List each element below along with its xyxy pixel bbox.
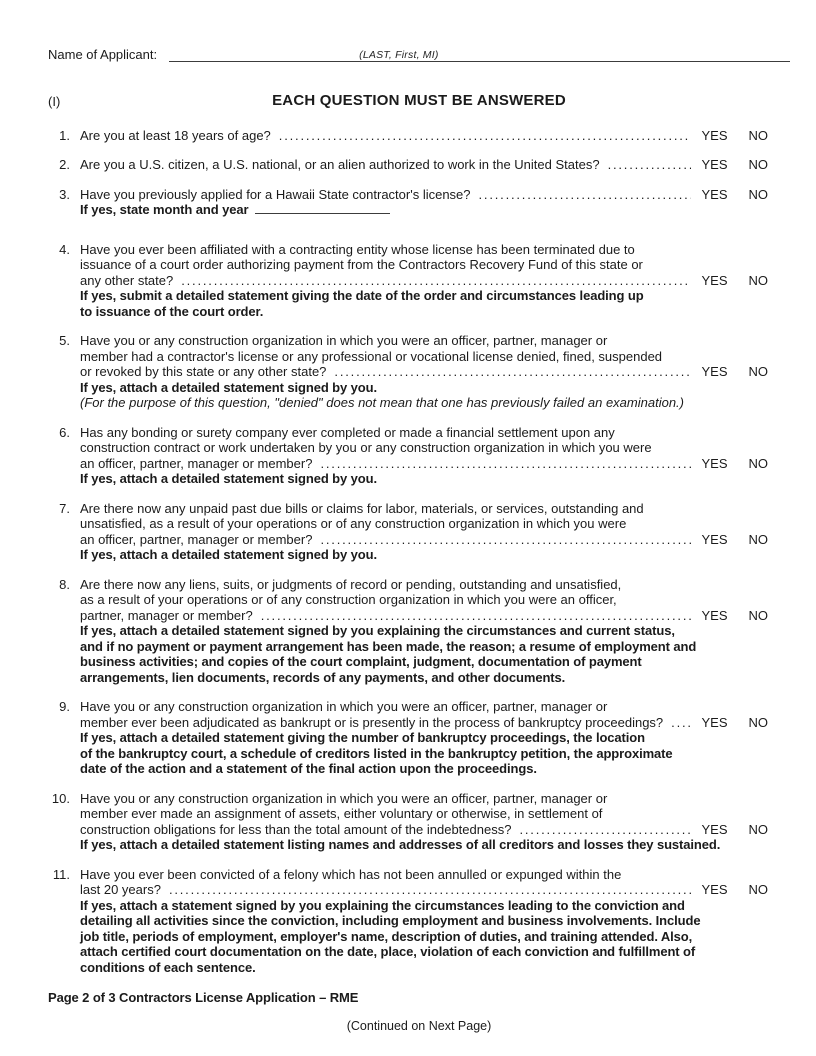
question-body: [80, 791, 790, 853]
answer-no[interactable]: NO: [748, 607, 768, 623]
question-text: an officer, partner, manager or member?: [80, 531, 313, 547]
name-format-hint: (LAST, First, MI): [359, 49, 439, 61]
answer-no[interactable]: NO: [748, 714, 768, 730]
answer-no[interactable]: NO: [748, 882, 768, 897]
question-text-line: as a result of your operations or of any construction organization in which you were an officer,: [80, 592, 617, 607]
question-answer-line: [80, 822, 790, 838]
question-number: 3.: [59, 186, 70, 202]
question-body: [80, 128, 790, 144]
question-row: [48, 791, 790, 853]
question-row: [48, 699, 790, 777]
question-row: [48, 577, 790, 686]
question-note: If yes, submit a detailed statement giving the date of the order and circumstances leading up: [80, 288, 644, 303]
question-body: [80, 867, 790, 976]
question-number: 9.: [59, 699, 70, 714]
question-note: If yes, attach a detailed statement listing names and addresses of all creditors and losses they sustained.: [80, 837, 721, 852]
question-note: If yes, attach a statement signed by you explaining the circumstances leading to the conviction and: [80, 897, 685, 913]
answer-no[interactable]: NO: [748, 364, 768, 379]
section-title-row: [48, 93, 790, 109]
question-note: If yes, state month and year: [80, 202, 790, 218]
question-text: Are you a U.S. citizen, a U.S. national, or an alien authorized to work in the United States?: [80, 157, 600, 172]
question-body: [80, 157, 790, 173]
answer-yes[interactable]: YES: [701, 882, 728, 897]
answer-yes[interactable]: YES: [701, 272, 728, 288]
question-number: 1.: [59, 127, 70, 143]
questions-list: [48, 128, 790, 976]
question-number: 8.: [59, 576, 70, 592]
answer-yes[interactable]: YES: [701, 127, 728, 143]
question-text-line: Have you or any construction organization in which you were an officer, partner, manager or: [80, 699, 608, 714]
answer-no[interactable]: NO: [748, 821, 768, 837]
question-row: [48, 128, 790, 144]
question-text: Are you at least 18 years of age?: [80, 127, 271, 143]
question-body: [80, 333, 790, 411]
dotted-leader: [261, 608, 692, 624]
question-text-line: Have you or any construction organization in which you were an officer, partner, manager or: [80, 790, 608, 806]
month-year-input-line[interactable]: [255, 202, 390, 214]
dotted-leader: [671, 715, 691, 731]
question-number: 5.: [59, 333, 70, 348]
question-text: any other state?: [80, 272, 174, 288]
question-answer-line: [80, 157, 790, 173]
question-text: an officer, partner, manager or member?: [80, 455, 313, 471]
answer-no[interactable]: NO: [748, 531, 768, 547]
question-number: 10.: [51, 790, 70, 806]
question-text-line: Are there now any liens, suits, or judgments of record or pending, outstanding and unsatisfied,: [80, 576, 622, 592]
question-number: 6.: [59, 424, 70, 440]
question-answer-line: [80, 715, 790, 731]
question-note: attach certified court documentation on the date, place, violation of each conviction and fulfillment of: [80, 944, 696, 959]
question-body: [80, 501, 790, 563]
question-text-line: unsatisfied, as a result of your operations or of any construction organization in which you were: [80, 516, 627, 531]
question-number: 11.: [52, 866, 70, 882]
question-number: 2.: [59, 157, 70, 172]
question-body: [80, 187, 790, 218]
question-answer-line: [80, 187, 790, 203]
question-note: to issuance of the court order.: [80, 303, 264, 319]
question-text-line: Has any bonding or surety company ever completed or made a financial settlement upon any: [80, 424, 615, 440]
answer-no[interactable]: NO: [748, 455, 768, 471]
question-note: conditions of each sentence.: [80, 959, 256, 975]
dotted-leader: [479, 187, 692, 203]
question-body: [80, 242, 790, 320]
dotted-leader: [519, 822, 691, 838]
question-text-line: construction contract or work undertaken by you or any construction organization in which you were: [80, 440, 652, 455]
question-text-line: Have you or any construction organization in which you were an officer, partner, manager or: [80, 333, 608, 348]
question-row: [48, 187, 790, 218]
footer-page-label: Page 2 of 3 Contractors License Application – RME: [48, 990, 359, 1005]
page-title: EACH QUESTION MUST BE ANSWERED: [272, 92, 566, 109]
question-answer-line: [80, 128, 790, 144]
answer-yes[interactable]: YES: [701, 531, 728, 547]
question-answer-line: [80, 532, 790, 548]
question-body: [80, 699, 790, 777]
answer-yes[interactable]: YES: [701, 714, 728, 730]
answer-yes[interactable]: YES: [701, 186, 728, 202]
question-note: (For the purpose of this question, "denied" does not mean that one has previously failed an examination.): [80, 395, 684, 410]
question-number: 7.: [59, 500, 70, 516]
question-note: If yes, attach a detailed statement signed by you explaining the circumstances and current status,: [80, 623, 675, 638]
question-note: of the bankruptcy court, a schedule of creditors listed in the bankruptcy petition, the approximate: [80, 745, 673, 761]
dotted-leader: [608, 157, 692, 173]
question-note: business activities; and copies of the court complaint, judgment, documentation of payment: [80, 654, 642, 669]
question-text-line: issuance of a court order authorizing payment from the Contractors Recovery Fund of this state or: [80, 257, 643, 272]
question-note: If yes, attach a detailed statement signed by you.: [80, 379, 377, 395]
dotted-leader: [334, 364, 691, 380]
question-answer-line: [80, 273, 790, 289]
dotted-leader: [169, 882, 692, 898]
question-text: partner, manager or member?: [80, 607, 253, 623]
question-text: member ever been adjudicated as bankrupt or is presently in the process of bankruptcy proceedings?: [80, 714, 664, 730]
name-input-line[interactable]: [169, 46, 790, 62]
question-text: last 20 years?: [80, 882, 161, 897]
question-answer-line: [80, 608, 790, 624]
question-note: arrangements, lien documents, records of any payments, and other documents.: [80, 669, 566, 685]
dotted-leader: [279, 128, 692, 144]
question-row: [48, 425, 790, 487]
question-row: [48, 333, 790, 411]
question-text-line: Are there now any unpaid past due bills or claims for labor, materials, or services, outstanding and: [80, 500, 644, 516]
question-text-line: member ever made an assignment of assets, either voluntary or otherwise, in settlement of: [80, 806, 603, 821]
question-row: [48, 157, 790, 173]
question-number: 4.: [59, 241, 70, 257]
question-note: detailing all activities since the conviction, including employment and business involvements. Include: [80, 913, 701, 928]
question-text-line: Have you ever been convicted of a felony which has not been annulled or expunged within the: [80, 866, 622, 882]
question-text-line: Have you ever been affiliated with a contracting entity whose license has been terminated due to: [80, 241, 635, 257]
question-text: or revoked by this state or any other state?: [80, 364, 327, 379]
dotted-leader: [320, 532, 691, 548]
name-of-applicant-label: Name of Applicant:: [48, 46, 158, 62]
question-row: [48, 867, 790, 976]
question-body: [80, 425, 790, 487]
question-note: and if no payment or payment arrangement has been made, the reason; a resume of employment and: [80, 638, 697, 654]
answer-yes[interactable]: YES: [701, 455, 728, 471]
question-text: Have you previously applied for a Hawaii State contractor's license?: [80, 186, 471, 202]
question-note: If yes, attach a detailed statement signed by you.: [80, 547, 377, 562]
continued-note: (Continued on Next Page): [346, 1018, 492, 1033]
answer-yes[interactable]: YES: [701, 364, 728, 379]
question-note: If yes, attach a detailed statement giving the number of bankruptcy proceedings, the location: [80, 730, 645, 745]
dotted-leader: [320, 456, 691, 472]
answer-no[interactable]: NO: [748, 186, 768, 202]
question-note: date of the action and a statement of the final action upon the proceedings.: [80, 761, 537, 776]
section-label: (I): [48, 94, 61, 109]
question-answer-line: [80, 364, 790, 380]
question-answer-line: [80, 456, 790, 472]
answer-yes[interactable]: YES: [701, 607, 728, 623]
question-row: [48, 242, 790, 320]
dotted-leader: [181, 273, 691, 289]
question-text: construction obligations for less than the total amount of the indebtedness?: [80, 821, 512, 837]
answer-yes[interactable]: YES: [701, 821, 728, 837]
answer-no[interactable]: NO: [748, 157, 768, 172]
answer-yes[interactable]: YES: [701, 157, 728, 172]
answer-no[interactable]: NO: [748, 272, 768, 288]
question-row: [48, 501, 790, 563]
question-note: If yes, attach a detailed statement signed by you.: [80, 471, 377, 486]
question-note: job title, periods of employment, employer's name, description of duties, and training attended. Also,: [80, 928, 693, 944]
answer-no[interactable]: NO: [748, 127, 768, 143]
question-text-line: member had a contractor's license or any professional or vocational license denied, fined, suspended: [80, 348, 663, 364]
question-body: [80, 577, 790, 686]
question-answer-line: [80, 882, 790, 898]
name-of-applicant-row: [48, 46, 790, 62]
